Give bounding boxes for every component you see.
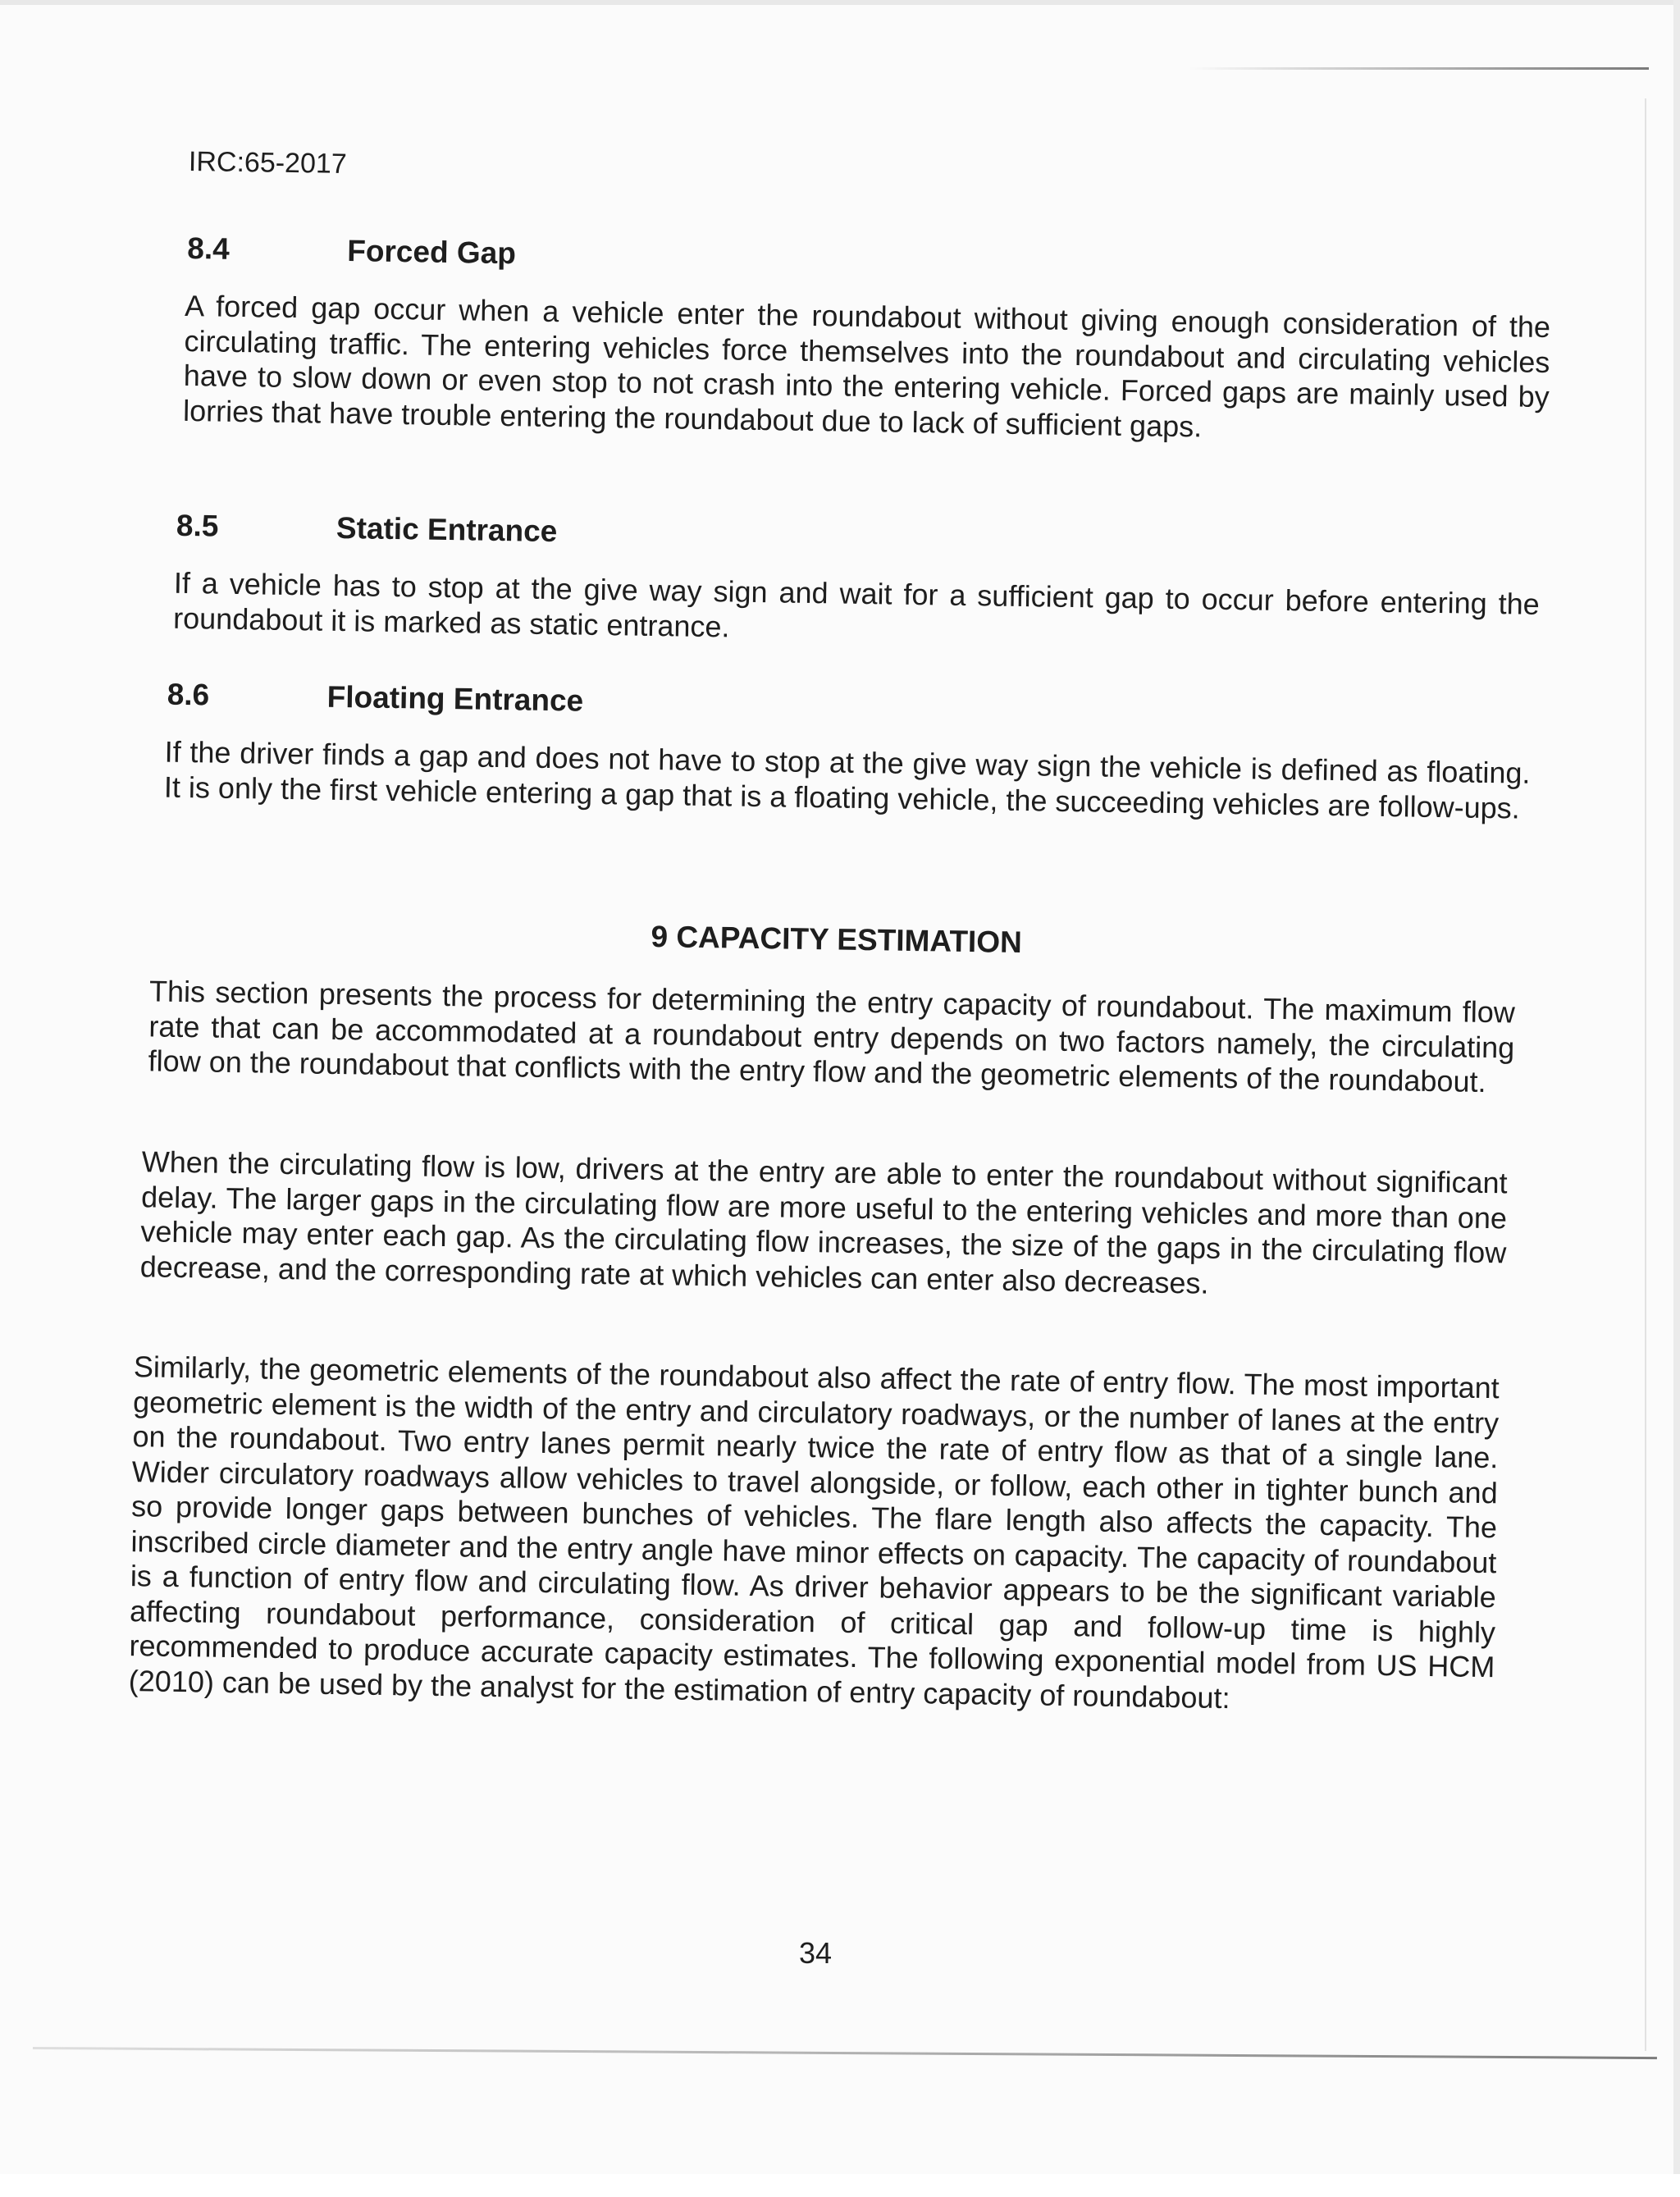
chapter-paragraph-2: When the circulating flow is low, drivers at the entry are able to enter the roundabout without significant delay. The larger gaps in the circulating flow are more useful to the entering vehicles and more than one vehicle may enter each gap. As the circulating flow increases, the size of the gaps in the circulating flow decrease, and the corresponding rate at which vehicles can enter also decreases.: [139, 1144, 1508, 1300]
section-paragraph-8-5: If a vehicle has to stop at the give way sign and wait for a sufficient gap to occur before entering the roundabout it is marked as static entrance.: [172, 565, 1541, 643]
document-code: IRC:65-2017: [188, 146, 348, 180]
section-paragraph-8-4: A forced gap occur when a vehicle enter the roundabout without giving enough consideration of the circulating traffic. The entering vehicles force themselves into the roundabout and circulating vehicles have to slow down or even stop to not crash into the entering vehicle. Forced gaps are mainly used by lorries that have trouble entering the roundabout due to lack of sufficient gaps.: [182, 288, 1551, 443]
section-heading-8-5: [176, 509, 558, 549]
section-number: 8.4: [186, 231, 231, 266]
section-heading-8-4: [187, 231, 516, 271]
page-number: 34: [798, 1936, 833, 1970]
section-heading-8-6: [167, 678, 583, 719]
chapter-title: 9 CAPACITY ESTIMATION: [651, 919, 1023, 960]
section-paragraph-8-6: If the driver finds a gap and does not have to stop at the give way sign the vehicle is defined as floating. It is only the first vehicle entering a gap that is a floating vehicle, the succeeding vehicles are follow-ups.: [163, 734, 1531, 825]
section-title: Floating Entrance: [326, 679, 584, 718]
chapter-paragraph-1: This section presents the process for determining the entry capacity of roundabout. The maximum flow rate that can be accommodated at a roundabout entry depends on two factors namely, the circulating flow on the roundabout that conflicts with the entry flow and the geometric elements of the roundabout.: [148, 974, 1516, 1098]
section-number: 8.5: [176, 508, 219, 543]
chapter-paragraph-3: Similarly, the geometric elements of the roundabout also affect the rate of entry flow. The most important geometric element is the width of the entry and circulatory roadways, or the number of lanes at the entry on the roundabout. Two entry lanes permit nearly twice the rate of entry flow as that of a single lane. Wider circulatory roadways allow vehicles to travel alongside, or follow, each other in tighter bunch and so provide longer gaps between bunches of vehicles. The flare length also affects the capacity. The inscribed circle diameter and the entry angle have minor effects on capacity. The capacity of roundabout is a function of entry flow and circulating flow. As driver behavior appears to be the significant variable affecting roundabout performance, consideration of critical gap and follow-up time is highly recommended to produce accurate capacity estimates. The following exponential model from US HCM (2010) can be used by the analyst for the estimation of entry capacity of roundabout:: [128, 1350, 1500, 1715]
section-title: Forced Gap: [346, 234, 517, 271]
section-title: Static Entrance: [336, 510, 558, 549]
section-number: 8.6: [167, 677, 210, 712]
